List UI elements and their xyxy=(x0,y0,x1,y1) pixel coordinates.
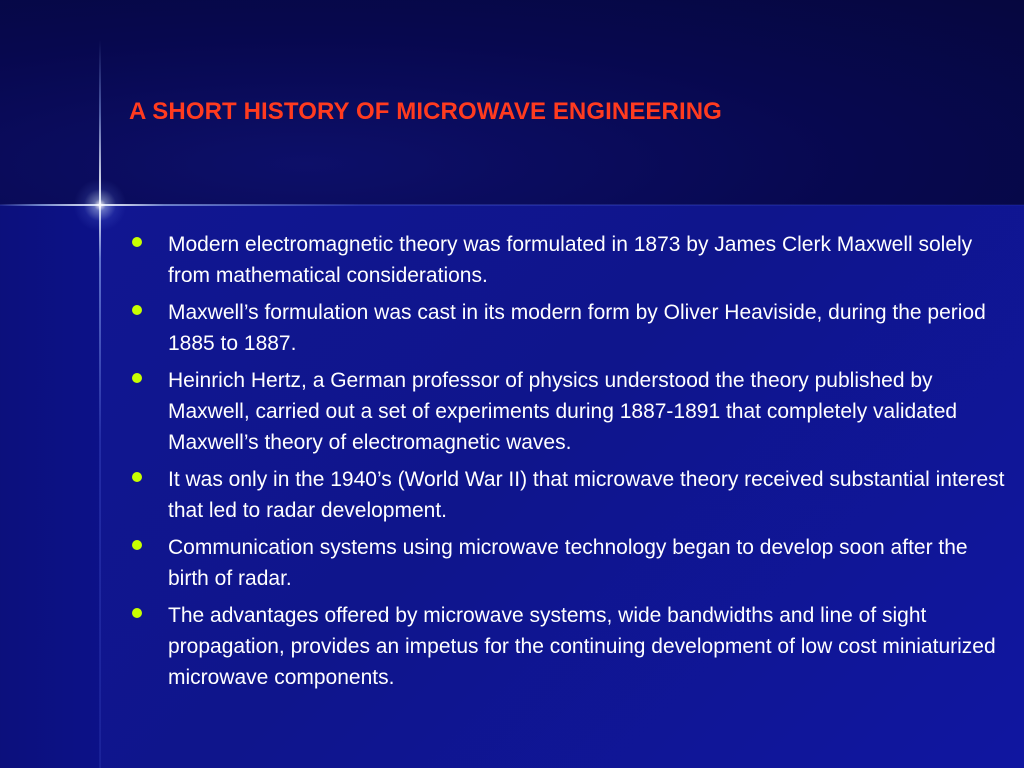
left-band-background xyxy=(0,205,100,768)
bullet-text: The advantages offered by microwave systems, wide bandwidths and line of sight propagation, provides an impetus for the continuing development of low cost miniaturized microwave components. xyxy=(168,604,996,689)
bullet-text: Maxwell’s formulation was cast in its modern form by Oliver Heaviside, during the period 1885 to 1887. xyxy=(168,301,986,355)
bullet-item xyxy=(130,464,1010,526)
bullet-item xyxy=(130,229,1010,291)
bullet-item xyxy=(130,532,1010,594)
bullet-text: It was only in the 1940’s (World War II) that microwave theory received substantial interest that led to radar development. xyxy=(168,468,1005,522)
bullet-item xyxy=(130,365,1010,458)
bullet-text: Communication systems using microwave technology began to develop soon after the birth of radar. xyxy=(168,536,968,590)
bullet-item xyxy=(130,297,1010,359)
horizontal-light-line xyxy=(0,204,1024,206)
bullet-point-icon xyxy=(132,305,142,315)
bullet-point-icon xyxy=(132,540,142,550)
bullet-point-icon xyxy=(132,472,142,482)
star-glow xyxy=(70,175,130,235)
bullet-text: Modern electromagnetic theory was formulated in 1873 by James Clerk Maxwell solely from mathematical considerations. xyxy=(168,233,973,287)
bullet-list xyxy=(130,229,1010,699)
bullet-text: Heinrich Hertz, a German professor of physics understood the theory published by Maxwell, carried out a set of experiments during 1887-1891 that completely validated Maxwell’s theory of electromagnetic waves. xyxy=(168,369,958,454)
bullet-item xyxy=(130,600,1010,693)
slide-title: A SHORT HISTORY OF MICROWAVE ENGINEERING xyxy=(129,98,722,125)
bullet-point-icon xyxy=(132,237,142,247)
bullet-point-icon xyxy=(132,373,142,383)
vertical-light-line xyxy=(99,40,101,768)
bullet-point-icon xyxy=(132,608,142,618)
